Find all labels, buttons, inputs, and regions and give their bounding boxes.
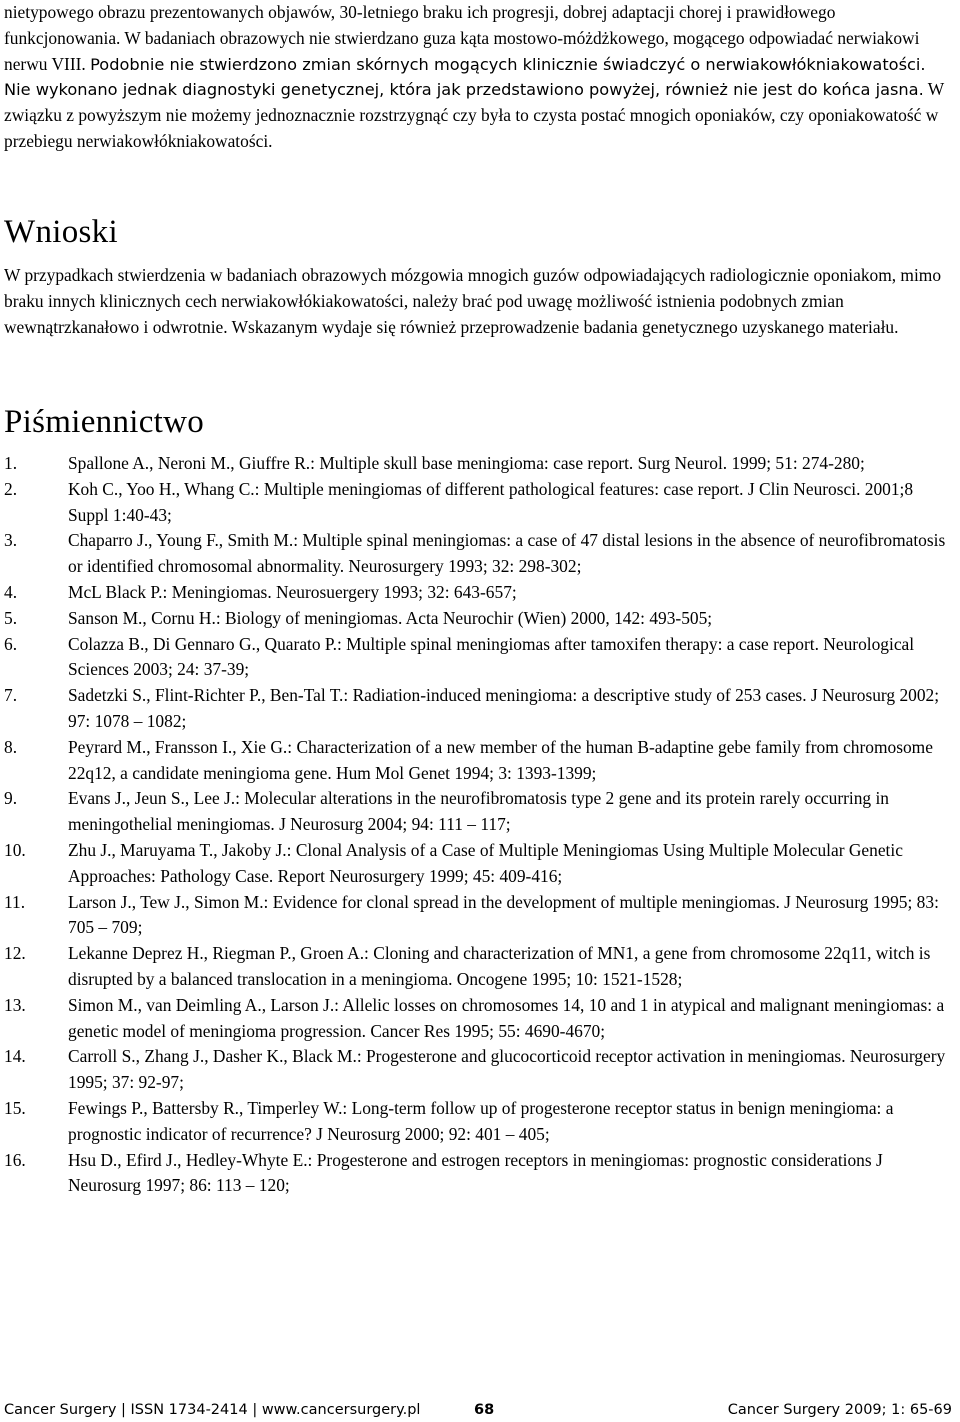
reference-item [4, 683, 956, 735]
reference-number: 15. [4, 1097, 26, 1118]
footer-citation: Cancer Surgery 2009; 1: 65-69 [727, 1402, 952, 1418]
reference-item [4, 735, 956, 787]
reference-item [4, 786, 956, 838]
footer-journal-info: Cancer Surgery | ISSN 1734-2414 | www.cancersurgery.pl [4, 1402, 421, 1418]
intro-text-part-2: Podobnie nie stwierdzono zmian skórnych mogących klinicznie świadczyć o nerwiakowłókniakowatości. Nie wykonano jednak diagnostyki genetycznej, która jak przedstawiono powyżej, również nie jest do końca jasna. [4, 54, 926, 100]
reference-number: 10. [4, 839, 26, 860]
references-heading: Piśmiennictwo [4, 404, 205, 440]
reference-item [4, 838, 956, 890]
reference-text: Peyrard M., Fransson I., Xie G.: Characterization of a new member of the human B-adaptine gebe family from chromosome 22q12, a candidate meningioma gene. Hum Mol Genet 1994; 3: 1393-1399; [68, 736, 933, 783]
conclusions-paragraph: W przypadkach stwierdzenia w badaniach obrazowych mózgowia mnogich guzów odpowiadających radiologicznie oponiakom, mimo braku innych klinicznych cech nerwiakowłókiakowatości, należy brać pod uwagę możliwość istnienia podobnych zmian wewnątrzkanałowo i odwrotnie. Wskazanym wydaje się również przeprowadzenie badania genetycznego uzyskanego materiału. [4, 265, 942, 337]
reference-number: 1. [4, 453, 18, 473]
reference-number: 5. [4, 607, 18, 628]
reference-item [4, 528, 956, 580]
reference-text: Sadetzki S., Flint-Richter P., Ben-Tal T.: Radiation-induced meningioma: a descriptive study of 253 cases. J Neurosurg 2002; 97: 1078 – 1082; [68, 685, 940, 731]
reference-text: Lekanne Deprez H., Riegman P., Groen A.: Cloning and characterization of MN1, a gene from chromosome 22q11, witch is disrupted by a balanced translocation in a meningioma. Oncogene 1995; 10: 1521-1528; [68, 943, 931, 989]
reference-number: 7. [4, 685, 18, 706]
page-number: 68 [474, 1402, 495, 1418]
reference-number: 12. [4, 943, 26, 964]
reference-item [4, 993, 956, 1045]
intro-paragraph [4, 0, 952, 155]
reference-item [4, 1096, 956, 1148]
references-list [4, 451, 956, 1199]
reference-text: Spallone A., Neroni M., Giuffre R.: Multiple skull base meningioma: case report. Surg Neurol. 1999; 51: 274-280; [68, 453, 865, 473]
reference-number: 14. [4, 1046, 26, 1067]
reference-text: McL Black P.: Meningiomas. Neurosuergery 1993; 32: 643-657; [68, 581, 517, 602]
reference-item [4, 606, 956, 632]
reference-item [4, 941, 956, 993]
reference-number: 4. [4, 581, 18, 602]
reference-number: 2. [4, 478, 18, 499]
reference-text: Sanson M., Cornu H.: Biology of meningiomas. Acta Neurochir (Wien) 2000, 142: 493-505; [68, 607, 713, 628]
reference-number: 11. [4, 891, 26, 912]
reference-text: Larson J., Tew J., Simon M.: Evidence for clonal spread in the development of multiple meningiomas. J Neurosurg 1995; 83: 705 – 709; [68, 891, 939, 938]
reference-item [4, 477, 956, 529]
reference-item [4, 1148, 956, 1200]
reference-number: 13. [4, 994, 26, 1015]
reference-item [4, 890, 956, 942]
reference-number: 8. [4, 736, 18, 757]
reference-text: Koh C., Yoo H., Whang C.: Multiple meningiomas of different pathological features: case report. J Clin Neurosci. 2001;8 Suppl 1:40-43; [68, 478, 914, 525]
reference-number: 9. [4, 788, 18, 809]
reference-number: 16. [4, 1149, 26, 1170]
conclusions-heading: Wnioski [4, 214, 118, 250]
reference-text: Evans J., Jeun S., Lee J.: Molecular alterations in the neurofibromatosis type 2 gene and its protein rarely occurring in meningothelial meningiomas. J Neurosurg 2004; 94: 111 – 117; [68, 788, 890, 835]
page-footer [4, 1399, 952, 1421]
reference-text: Zhu J., Maruyama T., Jakoby J.: Clonal Analysis of a Case of Multiple Meningiomas Using Multiple Molecular Genetic Approaches: Pathology Case. Report Neurosurgery 1999; 45: 409-416; [68, 839, 903, 886]
reference-item [4, 632, 956, 684]
reference-item [4, 451, 956, 477]
reference-text: Simon M., van Deimling A., Larson J.: Allelic losses on chromosomes 14, 10 and 1 in atypical and malignant meningiomas: a genetic model of meningioma progression. Cancer Res 1995; 55: 4690-4670; [68, 994, 945, 1041]
intro-text-part-3: W związku z powyższym nie możemy jednoznacznie rozstrzygnąć czy była to czysta postać mnogich oponiaków, czy oponiakowatość w przebiegu nerwiakowłókniakowatości. [4, 79, 944, 151]
reference-number: 6. [4, 633, 18, 654]
reference-text: Colazza B., Di Gennaro G., Quarato P.: Multiple spinal meningiomas after tamoxifen therapy: a case report. Neurological Sciences 2003; 24: 37-39; [68, 633, 915, 680]
reference-text: Chaparro J., Young F., Smith M.: Multiple spinal meningiomas: a case of 47 distal lesions in the absence of neurofibromatosis or identified chromosomal abnormality. Neurosurgery 1993; 32: 298-302; [68, 530, 946, 577]
reference-number: 3. [4, 530, 18, 551]
reference-text: Fewings P., Battersby R., Timperley W.: Long-term follow up of progesterone receptor status in benign meningioma: a prognostic indicator of recurrence? J Neurosurg 2000; 92: 401 – 405; [68, 1097, 894, 1144]
reference-text: Carroll S., Zhang J., Dasher K., Black M.: Progesterone and glucocorticoid receptor activation in meningiomas. Neurosurgery 1995; 37: 92-97; [68, 1046, 946, 1093]
reference-text: Hsu D., Efird J., Hedley-Whyte E.: Progesterone and estrogen receptors in meningiomas: prognostic considerations J Neurosurg 1997; 86: 113 – 120; [68, 1149, 883, 1196]
reference-item [4, 1044, 956, 1096]
intro-text-part-1: nietypowego obrazu prezentowanych objawów, 30-letniego braku ich progresji, dobrej adaptacji chorej i prawidłowego funkcjonowania. W badaniach obrazowych nie stwierdzano guza kąta mostowo-móżdżkowego, mogącego odpowiadać nerwiakowi nerwu VIII. [4, 2, 920, 74]
reference-item [4, 580, 956, 606]
